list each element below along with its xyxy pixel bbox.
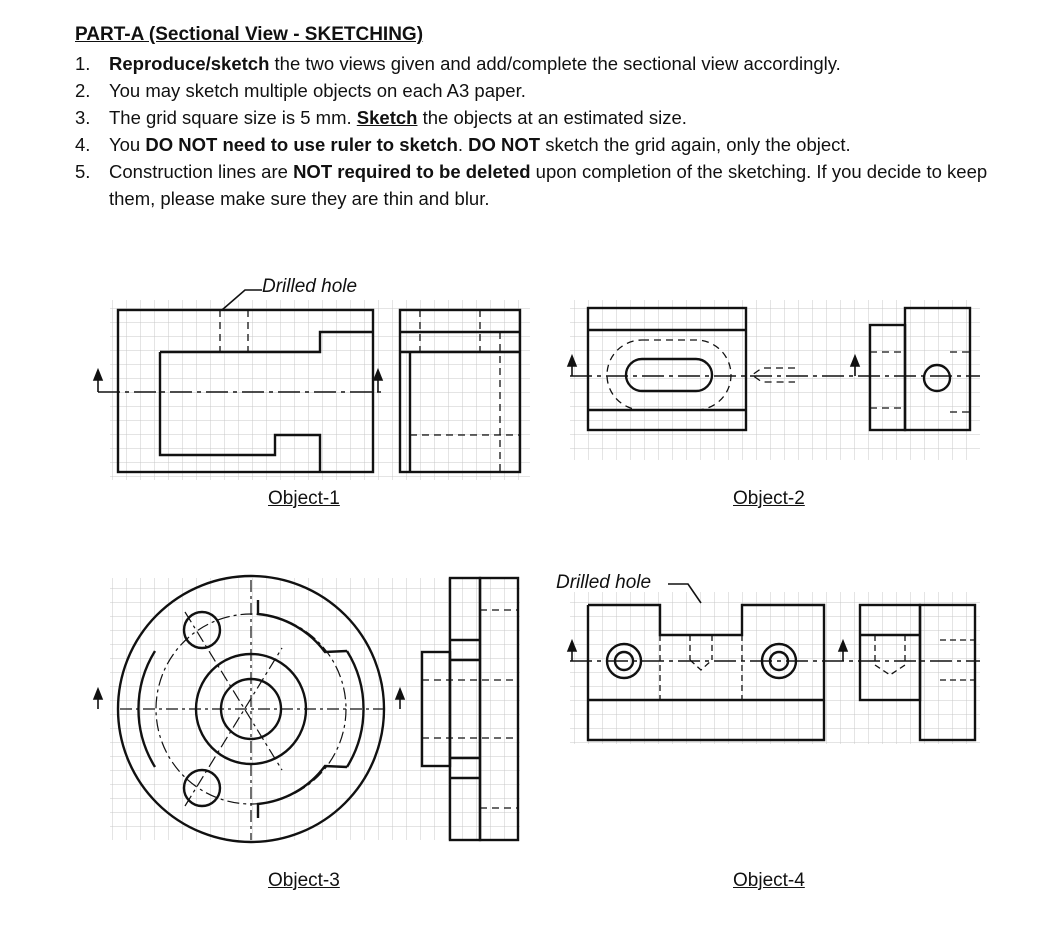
drilled-hole-label-object-1: Drilled hole xyxy=(262,276,358,297)
list-item: 1. Reproduce/sketch the two views given and add/complete the sectional view accordingly. xyxy=(75,53,841,74)
page-title: PART-A (Sectional View - SKETCHING) xyxy=(75,24,424,45)
grid-area xyxy=(570,300,980,460)
object-3-drawing xyxy=(94,576,520,842)
list-item: 3. The grid square size is 5 mm. Sketch the objects at an estimated size. xyxy=(75,107,687,128)
caption-object-4: Object-4 xyxy=(733,870,805,891)
caption-object-3: Object-3 xyxy=(268,870,340,891)
list-item: 4. You DO NOT need to use ruler to sketch. DO NOT sketch the grid again, only the object. xyxy=(75,134,851,155)
caption-object-1: Object-1 xyxy=(268,488,340,509)
drilled-hole-label-object-4: Drilled hole xyxy=(556,572,652,593)
object-2-drawing xyxy=(568,300,980,460)
object-1-drawing xyxy=(94,290,530,480)
caption-object-2: Object-2 xyxy=(733,488,805,509)
object-4-drawing xyxy=(568,584,980,744)
list-item: 5. Construction lines are NOT required to be deleted upon completion of the sketching. If you decide to keep them, please make sure they are thin and blur. xyxy=(75,161,988,209)
list-item: 2. You may sketch multiple objects on each A3 paper. xyxy=(75,80,526,101)
